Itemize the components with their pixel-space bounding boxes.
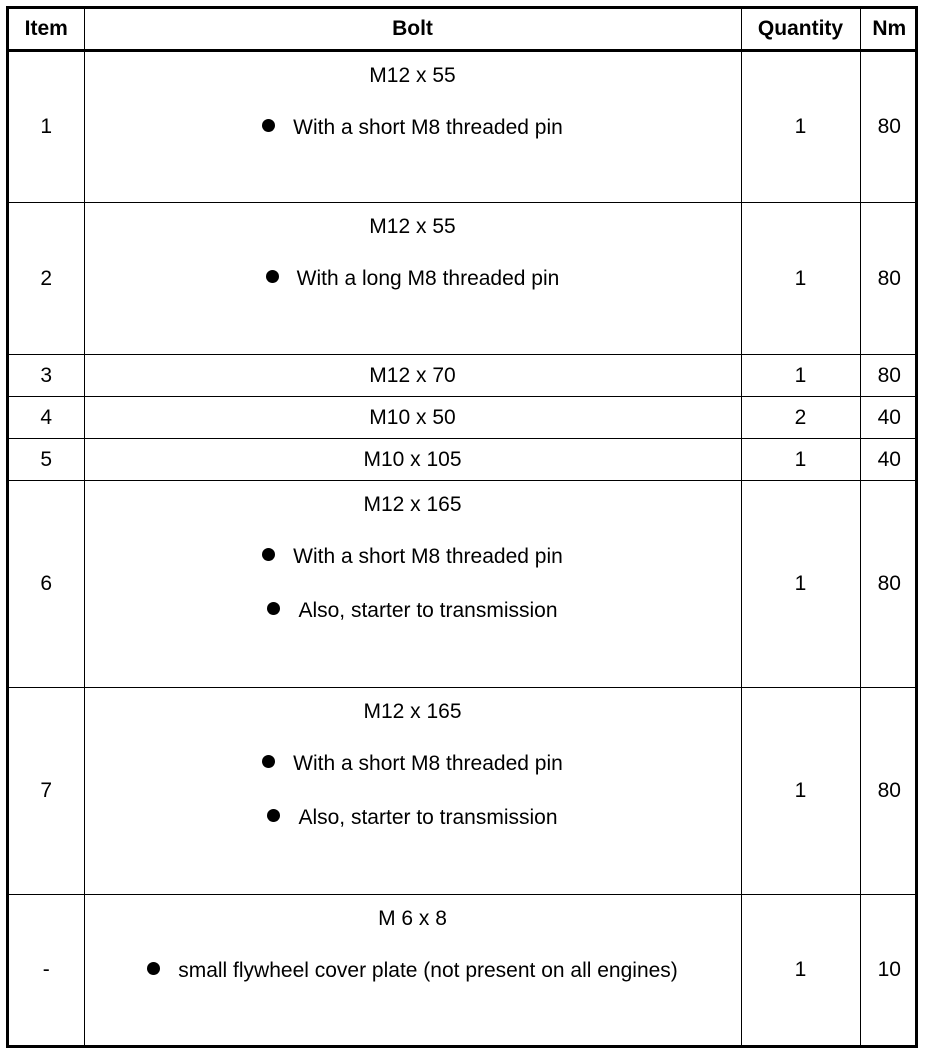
bolt-cell [84, 51, 741, 203]
bolt-note-text: With a short M8 threaded pin [293, 116, 563, 139]
bolt-note [85, 959, 741, 983]
bullet-icon [266, 270, 279, 283]
quantity-cell: 1 [741, 203, 860, 355]
nm-cell: 10 [860, 895, 918, 1045]
table-row [9, 355, 918, 397]
item-cell: 7 [9, 688, 84, 895]
table-row [9, 203, 918, 355]
bolt-note [85, 752, 741, 776]
nm-cell: 80 [860, 355, 918, 397]
bolt-note-text: Also, starter to transmission [298, 599, 558, 623]
bolt-spec: M12 x 165 [363, 700, 462, 724]
nm-cell: 40 [860, 439, 918, 481]
bolt-spec: M 6 x 8 [378, 907, 447, 931]
bolt-spec: M12 x 165 [363, 493, 462, 517]
bolt-note-text: With a short M8 threaded pin [293, 545, 563, 569]
bolt-note-text: With a long M8 threaded pin [296, 267, 560, 291]
bolt-note [85, 599, 741, 623]
bolt-spec: M12 x 55 [369, 215, 456, 239]
nm-cell: 80 [860, 51, 918, 203]
table-header-row [9, 9, 918, 51]
header-nm: Nm [860, 9, 918, 51]
table-row [9, 51, 918, 203]
bullet-icon [267, 809, 280, 822]
table-row [9, 688, 918, 895]
bolt-cell [84, 203, 741, 355]
nm-cell: 80 [860, 688, 918, 895]
nm-cell: 80 [860, 481, 918, 688]
header-bolt: Bolt [84, 9, 741, 51]
bolt-note [85, 116, 741, 140]
bullet-icon [262, 119, 275, 132]
bolt-spec: M10 x 50 [369, 405, 456, 429]
bolt-spec: M12 x 70 [369, 363, 456, 387]
nm-cell: 80 [860, 203, 918, 355]
bolt-torque-table-container [6, 6, 918, 1048]
bolt-note-text: small flywheel cover plate (not present on all engines) [178, 959, 678, 983]
quantity-cell: 1 [741, 51, 860, 203]
item-cell: 6 [9, 481, 84, 688]
quantity-cell: 1 [741, 481, 860, 688]
bolt-note [85, 545, 741, 569]
bolt-cell [84, 439, 741, 481]
header-quantity: Quantity [741, 9, 860, 51]
bullet-icon [262, 548, 275, 561]
item-cell: 2 [9, 203, 84, 355]
bolt-note [85, 267, 741, 291]
table-row [9, 439, 918, 481]
bolt-cell [84, 688, 741, 895]
item-cell: 5 [9, 439, 84, 481]
table-row [9, 895, 918, 1045]
item-cell: 1 [9, 51, 84, 203]
bullet-icon [147, 962, 160, 975]
quantity-cell: 1 [741, 355, 860, 397]
table-row [9, 481, 918, 688]
item-cell: - [9, 895, 84, 1045]
quantity-cell: 1 [741, 688, 860, 895]
bolt-note-text: Also, starter to transmission [298, 806, 558, 830]
item-cell: 3 [9, 355, 84, 397]
bolt-torque-table [9, 9, 918, 1045]
bolt-note [85, 806, 741, 830]
bolt-spec: M10 x 105 [363, 447, 462, 471]
bolt-spec: M12 x 55 [369, 64, 456, 87]
bolt-cell [84, 397, 741, 439]
nm-cell: 40 [860, 397, 918, 439]
bolt-cell [84, 481, 741, 688]
quantity-cell: 1 [741, 439, 860, 481]
bolt-cell [84, 355, 741, 397]
bullet-icon [267, 602, 280, 615]
quantity-cell: 2 [741, 397, 860, 439]
item-cell: 4 [9, 397, 84, 439]
bullet-icon [262, 755, 275, 768]
quantity-cell: 1 [741, 895, 860, 1045]
table-row [9, 397, 918, 439]
header-item: Item [9, 9, 84, 51]
bolt-note-text: With a short M8 threaded pin [293, 752, 563, 776]
bolt-cell [84, 895, 741, 1045]
